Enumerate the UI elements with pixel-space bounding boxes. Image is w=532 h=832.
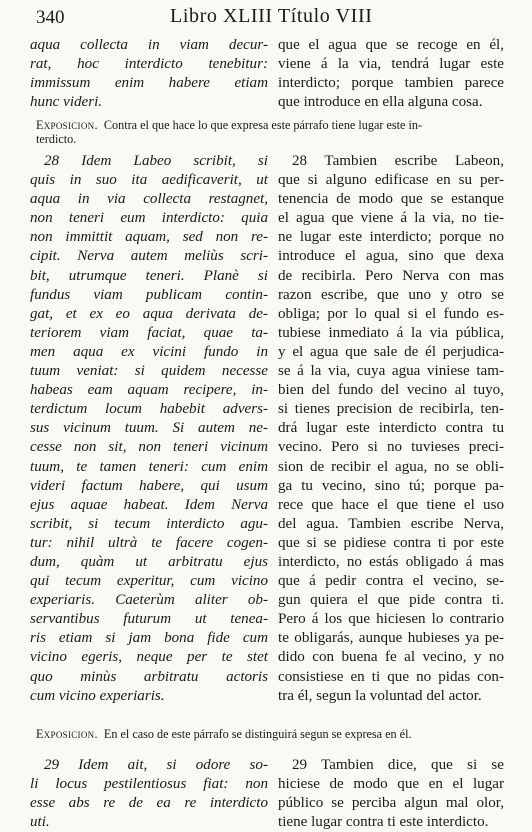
text-line: y el agua que sale de él perjudica- [278, 343, 504, 360]
text-line: qui tecum experitur, cum vicino [30, 573, 268, 590]
exposicion-line [36, 727, 510, 741]
text-line: ne lugar este interdicto; porque no [278, 229, 504, 246]
text-line: interdicto, no estás obligado á mas [278, 553, 504, 570]
latin-column [30, 152, 268, 706]
text-line: esse abs re de ea re interdicto [30, 795, 268, 812]
exposicion-text: terdicto. [36, 132, 77, 146]
text-line: 28 Idem Labeo scribit, si [44, 153, 268, 169]
text-line: habeas eam aquam recipere, in- [30, 382, 268, 399]
text-line: 28 Tambien escribe Labeon, [292, 153, 504, 169]
text-line: 29 Tambien dice, que si se [292, 757, 504, 773]
text-line: experiaris. Caeterùm aliter ob- [30, 592, 268, 609]
text-line: que si se pidiese contra ti por este [278, 534, 504, 551]
exposicion-note [36, 727, 510, 741]
text-line: interdicto; porque tambien parece [278, 75, 504, 92]
text-line: quo minùs arbitratu actoris [30, 668, 268, 685]
text-line: cipit. Nerva autem meliùs scri- [30, 248, 268, 265]
exposicion-label: Exposicion. [36, 118, 98, 132]
text-line: immissum enim habere etiam [30, 75, 268, 92]
text-line: ga tu vecino, sino tú; porque pa- [278, 477, 504, 494]
exposicion-text: En el caso de este párrafo se distinguirá segun se expresa en él. [103, 727, 412, 741]
text-line: rat, hoc interdicto tenebitur: [30, 56, 268, 73]
text-line: Pero á los que hiciesen lo contrario [278, 611, 504, 628]
text-line: de recibirla. Pero Nerva con mas [278, 267, 504, 284]
text-line: sus vicinum tuum. Si autem ne- [30, 420, 268, 437]
text-line: aqua in via collecta restagnet, [30, 191, 268, 208]
text-line: cesse non sit, non teneri vicinum [30, 439, 268, 456]
text-line: tuum, te tamen teneri: cum enim [30, 458, 268, 475]
exposicion-note [36, 118, 510, 146]
text-line: si tienes precision de recibirla, ten- [278, 401, 504, 418]
text-line: dido con buena fe al vecino, y no [278, 649, 504, 666]
text-line: quis in suo ita aedificaverit, ut [30, 172, 268, 189]
text-line: li locus pestilentiosus fiat: non [30, 776, 268, 793]
page-number: 340 [36, 7, 65, 28]
text-line: tiene lugar contra ti este interdicto. [278, 814, 489, 831]
text-line: 29 Idem ait, si odore so- [44, 757, 268, 773]
text-line: bien del fundo del vecino al tuyo, [278, 382, 504, 399]
text-line: sion de recibir el agua, no se obli- [278, 458, 504, 475]
text-line: obliga; por lo qual si el fundo es- [278, 305, 504, 322]
text-line: drá lugar este interdicto contra tu [278, 420, 504, 437]
text-line: servantibus futurum ut tenea- [30, 611, 268, 628]
text-line: te obligarás, aunque hubieses ya pe- [278, 630, 504, 647]
text-line: rece que hace el que tiene el uso [278, 496, 504, 513]
text-line: bit, utrumque teneri. Planè si [30, 267, 268, 284]
running-header [0, 5, 532, 35]
spanish-column [278, 756, 504, 832]
text-line: consistiese en ti que no pidas con- [278, 668, 504, 685]
text-line: vicino egeris, neque per te stet [30, 649, 268, 666]
text-line: tenencia de modo que se estanque [278, 191, 504, 208]
text-line: non teneri eum interdicto: quia [30, 210, 268, 227]
text-line: gat, et ex eo aqua derivata de- [30, 305, 268, 322]
text-line: se á la via, cuya agua viniese tam- [278, 363, 504, 380]
text-line: gun quiera el que pide contra ti. [278, 592, 504, 609]
latin-column [30, 756, 268, 832]
text-line: que el agua que se recoge en él, [278, 37, 504, 53]
spanish-column [278, 36, 504, 112]
exposicion-text: Contra el que hace lo que expresa este párrafo tiene lugar este in- [103, 118, 422, 132]
text-line: introduce el agua, sino que dexa [278, 248, 504, 265]
text-line: videri factum habere, qui usum [30, 477, 268, 494]
text-line: tuum veniat: si quidem necesse [30, 363, 268, 380]
text-line: razon escribe, que uno y otro se [278, 286, 504, 303]
text-line: cum vicino experiaris. [30, 687, 165, 704]
text-line: men aqua ex vicini fundo in [30, 343, 268, 360]
text-line: ris etiam si jam bona fide cum [30, 630, 268, 647]
text-line: non immittit aquam, sed non re- [30, 229, 268, 246]
exposicion-label: Exposicion. [36, 727, 98, 741]
text-line: que introduce en ella alguna cosa. [278, 94, 483, 111]
text-line: fundus viam publicam contin- [30, 286, 268, 303]
text-line: hiciese de modo que en el lugar [278, 776, 504, 793]
text-line: tubiese inmediato á la via pública, [278, 324, 504, 341]
text-line: tur: nihil ultrà te facere cogen- [30, 534, 268, 551]
exposicion-line [36, 118, 510, 132]
text-line: que á pedir contra el vecino, se- [278, 573, 504, 590]
text-line: vecino. Pero si no tuvieses preci- [278, 439, 504, 456]
text-line: hunc videri. [30, 94, 103, 111]
exposicion-line [36, 132, 510, 146]
text-line: tra él, segun la voluntad del actor. [278, 687, 482, 704]
text-line: público se perciba algun mal olor, [278, 795, 504, 812]
text-line: teriorem viam faciat, quae ta- [30, 324, 268, 341]
text-line: scribit, si tecum interdicto agu- [30, 515, 268, 532]
text-line: el agua que viene á la via, no tie- [278, 210, 504, 227]
text-line: viene á la via, tendrá lugar este [278, 56, 504, 73]
running-title: Libro XLIII Título VIII [170, 5, 373, 27]
spanish-column [278, 152, 504, 706]
text-line: dum, quàm ut arbitratu ejus [30, 553, 268, 570]
text-line: terdictum locum habebit advers- [30, 401, 268, 418]
text-line: del agua. Tambien escribe Nerva, [278, 515, 504, 532]
text-line: que si alguno edificase en su per- [278, 172, 504, 189]
latin-column [30, 36, 268, 112]
text-line: aqua collecta in viam decur- [30, 37, 268, 53]
text-line: uti. [30, 814, 50, 831]
text-line: ejus aquae habeat. Idem Nerva [30, 496, 268, 513]
